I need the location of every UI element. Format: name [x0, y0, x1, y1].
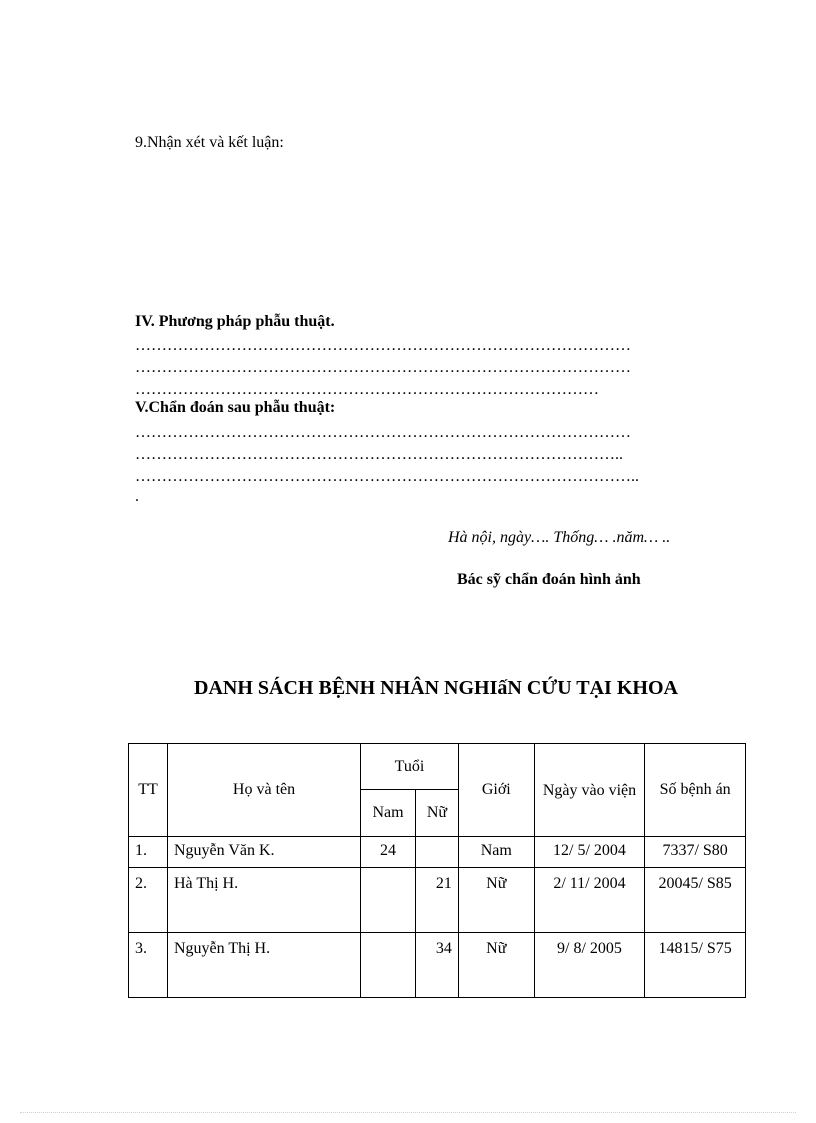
- cell-name: Nguyễn Thị H.: [167, 933, 360, 998]
- header-name: Họ và tên: [167, 744, 360, 837]
- cell-tt: 1.: [129, 837, 168, 868]
- cell-female-age: 34: [415, 933, 458, 998]
- cell-male-age: [361, 868, 416, 933]
- cell-female-age: [415, 837, 458, 868]
- section-5-dotted-line: .: [135, 488, 139, 505]
- cell-male-age: 24: [361, 837, 416, 868]
- table-row: [129, 868, 746, 933]
- section-4-dotted-line: ……………………………………………………………………………: [135, 381, 599, 398]
- patient-list-title: DANH SÁCH BỆNH NHÂN NGHIấN CỨU TẠI KHOA: [194, 677, 678, 699]
- header-female: Nữ: [415, 790, 458, 837]
- cell-gender: Nam: [458, 837, 534, 868]
- patient-table: [128, 743, 746, 998]
- section-5-title: V.Chẩn đoán sau phẫu thuật:: [135, 399, 336, 416]
- page-bottom-divider: [20, 1112, 796, 1113]
- section-4-dotted-line: …………………………………………………………………………………: [135, 337, 631, 354]
- signature-date-line: Hà nội, ngày…. Thống… .năm… ..: [448, 529, 671, 546]
- cell-record-no: 20045/ S85: [645, 868, 746, 933]
- cell-female-age: 21: [415, 868, 458, 933]
- section-4-dotted-line: …………………………………………………………………………………: [135, 359, 631, 376]
- header-tt: TT: [129, 744, 168, 837]
- cell-gender: Nữ: [458, 933, 534, 998]
- cell-admit-date: 2/ 11/ 2004: [534, 868, 645, 933]
- cell-gender: Nữ: [458, 868, 534, 933]
- table-header-row: [129, 744, 746, 790]
- cell-record-no: 7337/ S80: [645, 837, 746, 868]
- cell-male-age: [361, 933, 416, 998]
- header-male: Nam: [361, 790, 416, 837]
- cell-tt: 3.: [129, 933, 168, 998]
- cell-tt: 2.: [129, 868, 168, 933]
- section-4-title: IV. Phương pháp phẫu thuật.: [135, 313, 335, 330]
- cell-admit-date: 9/ 8/ 2005: [534, 933, 645, 998]
- cell-admit-date: 12/ 5/ 2004: [534, 837, 645, 868]
- table-row: [129, 837, 746, 868]
- cell-name: Nguyễn Văn K.: [167, 837, 360, 868]
- table-row: [129, 933, 746, 998]
- section-9-heading: 9.Nhận xét và kết luận:: [135, 134, 284, 151]
- header-record-no: Số bệnh án: [645, 744, 746, 837]
- cell-name: Hà Thị H.: [167, 868, 360, 933]
- section-5-dotted-line: …………………………………………………………………………………: [135, 424, 631, 441]
- section-5-dotted-line: ………………………………………………………………………………..: [135, 446, 623, 463]
- header-age: Tuổi: [361, 744, 459, 790]
- header-gender: Giới: [458, 744, 534, 837]
- section-5-dotted-line: …………………………………………………………………………………..: [135, 468, 639, 485]
- cell-record-no: 14815/ S75: [645, 933, 746, 998]
- signature-role: Bác sỹ chẩn đoán hình ảnh: [457, 571, 641, 588]
- header-admit-date: Ngày vào viện: [534, 744, 645, 837]
